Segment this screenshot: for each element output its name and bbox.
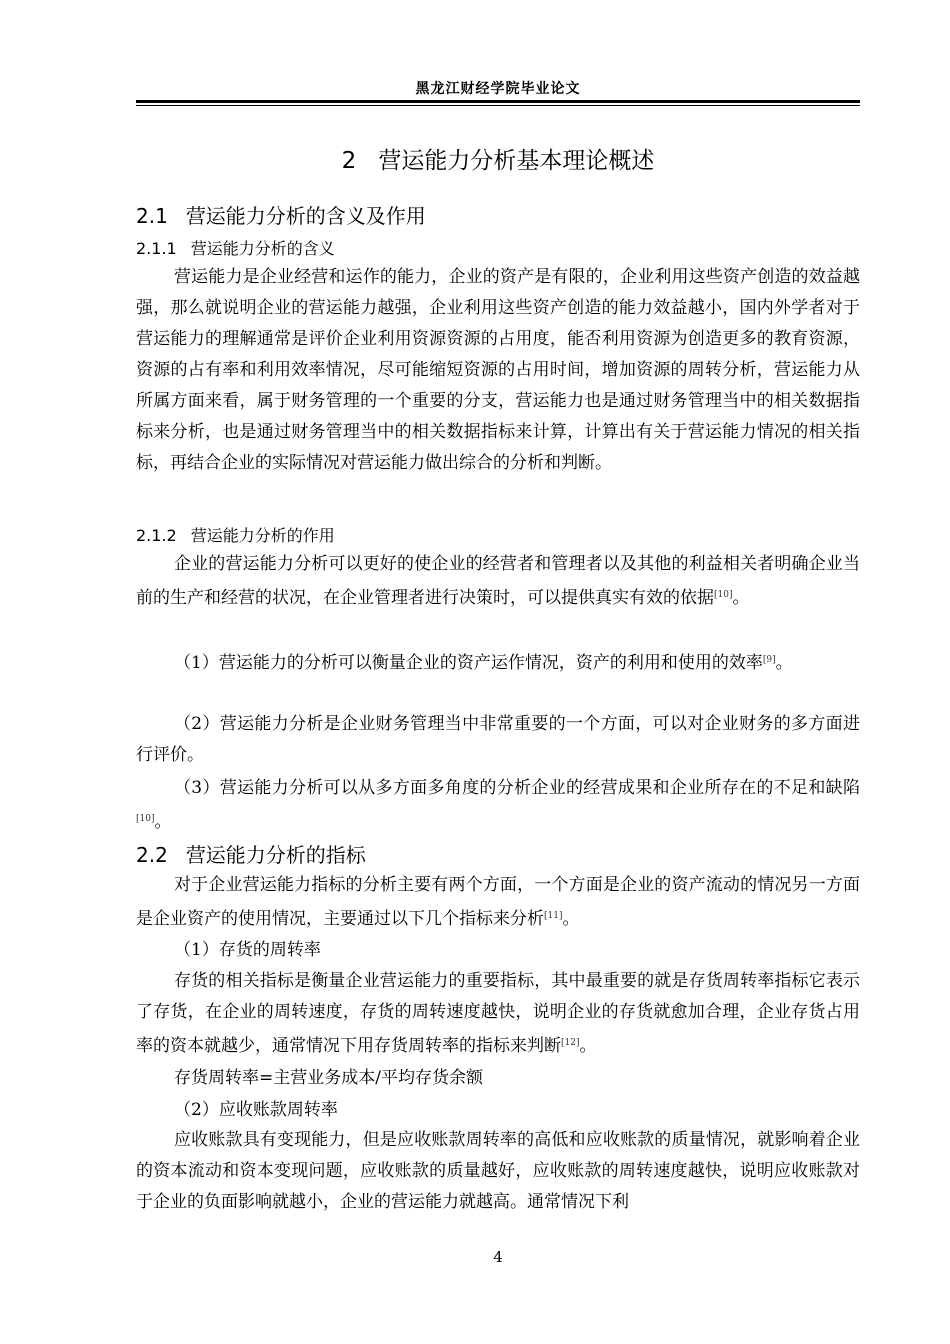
citation-ref: [10] xyxy=(136,814,155,824)
paragraph-indicators-intro xyxy=(136,870,860,935)
paragraph-text: 存货的相关指标是衡量企业营运能力的重要指标，其中最重要的就是存货周转率指标它表示了存货，在企业的周转速度，存货的周转速度越快，说明企业的存货就愈加合理，企业存货占用率的资本就越少，通常情况下用存货周转率的指标来判断 xyxy=(136,971,860,1056)
paragraph-text: 对于企业营运能力指标的分析主要有两个方面，一个方面是企业的资产流动的情况另一方面是企业资产的使用情况，主要通过以下几个指标来分析 xyxy=(136,875,860,929)
chapter-title-text: 营运能力分析基本理论概述 xyxy=(378,148,655,174)
header-rule-thick xyxy=(136,100,860,103)
paragraph-receivables-turnover: 应收账款具有变现能力，但是应收账款周转率的高低和应收账款的质量情况，就影响着企业的资本流动和资本变现问题，应收账款的质量越好，应收账款的周转速度越快，说明应收账款对于企业的负面影响就越小，企业的营运能力就越高。通常情况下利 xyxy=(136,1130,860,1212)
section-2-1-1-title: 营运能力分析的含义 xyxy=(190,239,335,258)
paragraph-inventory-turnover xyxy=(136,966,860,1062)
paragraph-role-item-2: （2）营运能力分析是企业财务管理当中非常重要的一个方面，可以对企业财务的多方面进行评价。 xyxy=(136,714,860,765)
section-2-1-title: 营运能力分析的含义及作用 xyxy=(185,204,426,228)
chapter-title xyxy=(136,142,860,175)
citation-ref: [10] xyxy=(714,590,733,600)
chapter-number: 2 xyxy=(341,148,357,174)
citation-ref: [9] xyxy=(762,655,776,665)
header-rule-thin xyxy=(136,105,860,106)
paragraph-role-item-1 xyxy=(136,645,860,679)
paragraph-receivables-turnover-heading: （2）应收账款周转率 xyxy=(174,1100,338,1120)
section-2-1-2-title: 营运能力分析的作用 xyxy=(190,526,335,545)
page-header: 黑龙江财经学院毕业论文 xyxy=(415,81,581,97)
section-2-1-number: 2.1 xyxy=(136,204,168,228)
paragraph-role-item-3 xyxy=(136,773,860,838)
citation-ref: [11] xyxy=(544,911,563,921)
formula-inventory-turnover: 存货周转率=主营业务成本/平均存货余额 xyxy=(174,1068,483,1088)
citation-ref: [12] xyxy=(561,1038,580,1048)
paragraph-operating-capacity-role xyxy=(136,549,860,614)
paragraph-text: （1）营运能力的分析可以衡量企业的资产运作情况，资产的利用和使用的效率 xyxy=(174,653,763,673)
paragraph-operating-capacity-meaning: 营运能力是企业经营和运作的能力，企业的资产是有限的，企业利用这些资产创造的效益越强，那么就说明企业的营运能力越强，企业利用这些资产创造的能力效益越小，国内外学者对于营运能力的理解通常是评价企业利用资源资源的占用度，能否利用资源为创造更多的教育资源，资源的占有率和利用效率情况，尽可能缩短资源的占用时间，增加资源的周转分析，营运能力从所属方面来看，属于财务管理的一个重要的分支，营运能力也是通过财务管理当中的相关数据指标来分析，也是通过财务管理当中的相关数据指标来计算，计算出有关于营运能力情况的相关指标，再结合企业的实际情况对营运能力做出综合的分析和判断。 xyxy=(136,267,860,473)
section-2-1-1-number: 2.1.1 xyxy=(136,239,177,258)
paragraph-end: 。 xyxy=(579,1036,597,1056)
paragraph-text: （3）营运能力分析可以从多方面多角度的分析企业的经营成果和企业所存在的不足和缺陷 xyxy=(174,778,860,798)
paragraph-end: 。 xyxy=(775,653,793,673)
paragraph-end: 。 xyxy=(562,909,580,929)
paragraph-text: 企业的营运能力分析可以更好的使企业的经营者和管理者以及其他的利益相关者明确企业当前的生产和经营的状况，在企业管理者进行决策时，可以提供真实有效的依据 xyxy=(136,554,860,608)
section-2-1-2-heading xyxy=(136,523,335,546)
section-2-2-number: 2.2 xyxy=(136,843,168,867)
paragraph-end: 。 xyxy=(154,812,172,832)
section-2-1-2-number: 2.1.2 xyxy=(136,526,177,545)
paragraph-inventory-turnover-heading: （1）存货的周转率 xyxy=(174,940,321,960)
section-2-1-heading xyxy=(136,200,426,229)
page-number: 4 xyxy=(493,1248,503,1266)
paragraph-end: 。 xyxy=(732,588,750,608)
section-2-2-title: 营运能力分析的指标 xyxy=(185,843,366,867)
section-2-2-heading xyxy=(136,839,366,868)
section-2-1-1-heading xyxy=(136,236,335,259)
